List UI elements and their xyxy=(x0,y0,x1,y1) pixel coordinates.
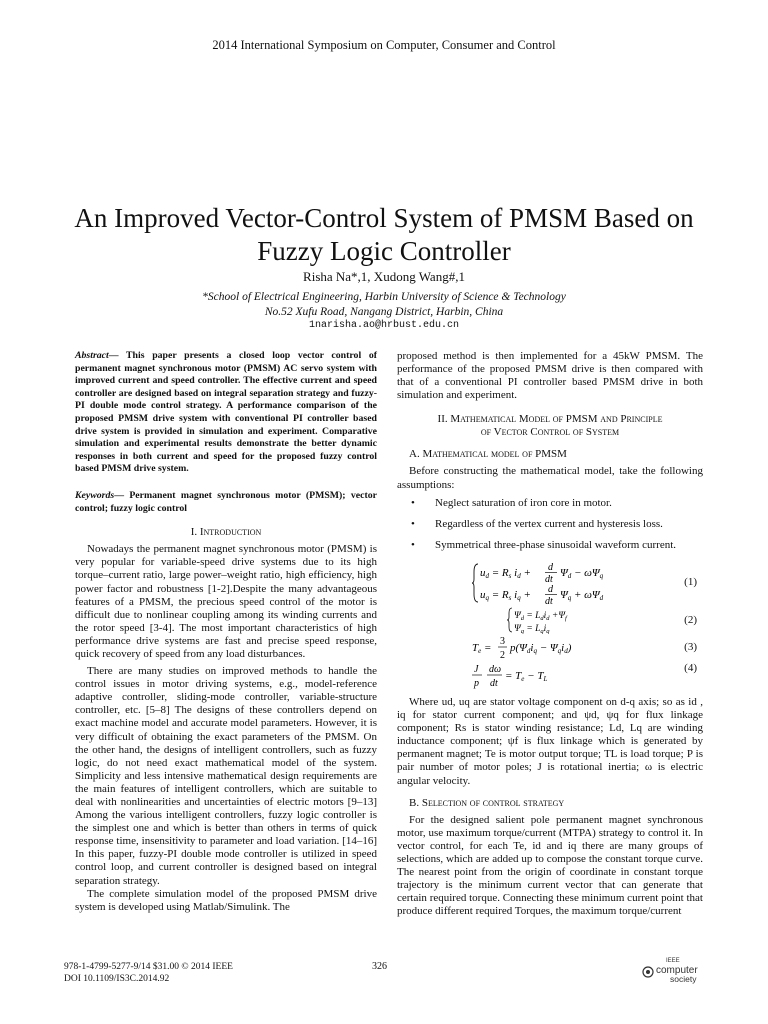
intro-paragraph-2: There are many studies on improved methods to handle the control issues in motor driving systems, e.g., model-reference adaptive controller, sliding-mode controller, variable-structure controller, etc. [5–8] The designs of these controllers depend on exact machine model and accurate model parameters. However, it is very difficult of obtaining the exact parameters of the PMSM. On the other hand, the designs of intelligent controllers, such as fuzzy logic, do not need exact mathematical model of the system. Simplicity and less intensive mathematical design requirements are the main features of intelligent controllers, which are suitable to deal with nonlinearities and uncertainties of electric motors [9–13] Among the various intelligent controllers, fuzzy logic controller is the simplest one and which is better than others in terms of quick response time, insensitivity to parameter and load variation. [14–16] In this paper, fuzzy-PI double mode controller is utilized in speed control loop, and current controller is designed based on integral separation strategy. xyxy=(75,665,377,887)
abstract xyxy=(75,350,377,476)
variable-definitions: Where ud, uq are stator voltage component on d-q axis; so as id , iq for stator current component; and ψd, ψq for flux linkage component; Rs is stator winding resistance; Ld, Lq are winding inductance component; ψf is flux linkage which is generated by permanent magnet; Te is motor output torque; TL is load torque; P is pair number of motor poles; J is rotational inertia; ω is electric angular velocity. xyxy=(397,695,703,787)
conference-header: 2014 International Symposium on Computer, Consumer and Control xyxy=(212,38,556,52)
section-heading-introduction: I. Introduction xyxy=(190,526,262,539)
right-column xyxy=(397,350,703,918)
title-line-1: An Improved Vector-Control System of PMSM Based on xyxy=(74,203,694,233)
ieee-computer-society-logo xyxy=(640,955,710,985)
keywords-lead: Keywords xyxy=(75,489,115,501)
section-heading-2 xyxy=(397,413,703,439)
logo-graphic xyxy=(640,955,710,985)
svg-text:d: d xyxy=(548,583,553,595)
assumption-item: • Symmetrical three-phase sinusoidal waveform current. xyxy=(397,539,703,552)
footer-info xyxy=(64,961,233,985)
affiliation xyxy=(0,290,768,320)
left-column xyxy=(75,350,377,914)
abstract-text: — This paper presents a closed loop vector control of permanent magnet synchronous motor (PMSM) AC servo system with improved current and speed controller. The effective current and speed controller are designed based on integral separation strategy and fuzzy-PI double mode control strategy. A performance comparison of the proposed PMSM drive system with conventional PI controller based drive system is provided in simulation and experiment. Comparative simulation and experimental results demonstrate the better dynamic responses in both current and speed for the proposed fuzzy control based PMSM drive system. xyxy=(75,350,377,475)
svg-text:3: 3 xyxy=(500,635,505,647)
equation-number: (3) xyxy=(684,640,697,653)
equation-4 xyxy=(397,662,703,692)
keywords-text: — Permanent magnet synchronous motor (PMSM); vector control; fuzzy logic control xyxy=(75,489,377,514)
logo-text-computer: computer xyxy=(656,965,698,976)
svg-text:Te =: Te = xyxy=(472,641,492,655)
affiliation-line-1: *School of Electrical Engineering, Harbin University of Science & Technology xyxy=(202,291,566,303)
intro-paragraph-1: Nowadays the permanent magnet synchronous motor (PMSM) is very popular for variable-speed drive systems due to its high torque–current ratio, large power–weight ratio, high efficiency, high power factor and robustness [1-2].Despite the many advantageous features of a PMSM, the precious speed control of the motor is difficult due to nonlinear coupling among its winding currents and the rotor speed [3-4]. The most important characteristics of high performance drive systems are fast and precise speed response, quick recovery of speed from any load disturbances. xyxy=(75,543,377,660)
svg-text:p(Ψdiq − Ψqid): p(Ψdiq − Ψqid) xyxy=(510,641,572,655)
doi: DOI 10.1109/IS3C.2014.92 xyxy=(64,974,170,984)
intro-paragraph-3: The complete simulation model of the proposed PMSM drive system is developed using Matlab/Simulink. The xyxy=(75,887,377,913)
svg-text:uq = Rs iq +: uq = Rs iq + xyxy=(480,588,531,602)
page-number: 326 xyxy=(372,961,387,972)
abstract-lead: Abstract xyxy=(75,350,109,361)
svg-text:J: J xyxy=(474,663,479,675)
logo-text-ieee: IEEE xyxy=(666,958,680,964)
svg-text:dt: dt xyxy=(545,573,553,585)
svg-text:Ψq = Lqiq: $\Psi_q = L_qi_q$ xyxy=(514,623,550,634)
section-2-heading-line-2: of Vector Control of System xyxy=(480,426,620,439)
equation-2 xyxy=(397,606,703,634)
paper-title xyxy=(40,202,728,268)
svg-text:Ψd − ωΨq: Ψd − ωΨq xyxy=(560,566,604,580)
affiliation-line-2: No.52 Xufu Road, Nangang District, Harbin, China xyxy=(264,306,504,318)
author-email: 1narisha.ao@hrbust.edu.cn xyxy=(308,320,460,331)
equation-number: (1) xyxy=(684,575,697,588)
authors: Risha Na*,1, Xudong Wang#,1 xyxy=(303,269,465,284)
equation-4-graphic xyxy=(472,662,672,692)
svg-text:dω: dω xyxy=(489,663,502,675)
logo-text-society: society xyxy=(670,974,697,984)
assumption-item: • Neglect saturation of iron core in motor. xyxy=(397,497,703,510)
isbn: 978-1-4799-5277-9/14 $31.00 © 2014 IEEE xyxy=(64,962,233,972)
equation-2-graphic xyxy=(472,606,672,634)
intro-paragraph-3-continued: proposed method is then implemented for a 45kW PMSM. The performance of the proposed PMSM drive is then compared with that of a conventional PI controller based PMSM drive in both simulation and experiment. xyxy=(397,350,703,402)
svg-text:dt: dt xyxy=(490,677,498,689)
subsection-b-heading: B. Selection of control strategy xyxy=(409,796,565,809)
svg-text:Ψq + ωΨd: Ψq + ωΨd xyxy=(560,588,604,602)
svg-text:d: d xyxy=(548,561,553,573)
svg-text:p: p xyxy=(474,677,479,689)
svg-text:dt: dt xyxy=(545,595,553,606)
equation-number: (4) xyxy=(684,661,697,674)
equation-1-graphic xyxy=(472,560,672,606)
svg-text:2: 2 xyxy=(500,649,505,661)
equation-1 xyxy=(397,560,703,606)
title-line-2: Fuzzy Logic Controller xyxy=(257,236,511,266)
svg-text:Ψd = Ldid +Ψf: $\Psi_d = L_di_d +\Psi_f$ xyxy=(514,610,567,622)
equation-3 xyxy=(397,634,703,662)
assumption-item: • Regardless of the vertex current and hysteresis loss. xyxy=(397,518,703,531)
equation-3-graphic xyxy=(472,634,672,662)
subsection-b-paragraph: For the designed salient pole permanent magnet synchronous motor, use maximum torque/current (MTPA) strategy to control it. In vector control, for each Te, id and iq there are many groups of selections, which are added up to compose the constant torque curve. The nearest point from the origin of coordinate in constant torque trajectory is the minimum current vector that can generate that certain required torque. Connecting these minimum current point that produce different required Torques, the maximum torque/current xyxy=(397,813,703,918)
svg-text:ud = Rs id +: ud = Rs id + xyxy=(480,566,531,580)
subsection-a-paragraph: Before constructing the mathematical model, take the following assumptions: xyxy=(397,465,703,491)
svg-text:= Te − TL: = Te − TL xyxy=(505,669,548,683)
subsection-a-heading: A. Mathematical model of PMSM xyxy=(409,448,567,461)
assumption-list xyxy=(397,497,703,552)
equation-number: (2) xyxy=(684,613,697,626)
section-2-heading-line-1: II. Mathematical Model of PMSM and Principle xyxy=(437,413,663,426)
keywords xyxy=(75,490,377,515)
